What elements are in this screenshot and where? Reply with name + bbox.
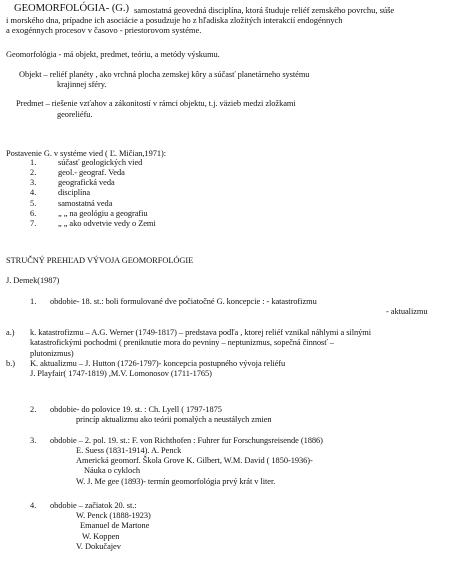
list-item-number: 2. [30,168,37,177]
list-item-number: 7. [30,219,37,228]
period-2-number: 2. [30,405,37,414]
intro-line-1: samostatná geovedná disciplína, ktorá študuje reliéf zemského povrchu, súše [134,5,395,15]
intro-line-3: a exogénnych procesov v časovo - priestorovom systéme. [6,25,202,35]
definition-line: Geomorfológia - má objekt, predmet, teóriu, a metódy výskumu. [6,50,220,59]
history-heading: STRUČNÝ PREHĽAD VÝVOJA GEOMORFOLÓGIE [6,256,194,265]
period-3-line-4: Náuka o cykloch [84,466,140,475]
point-b-line-1: K. aktualizmu – J. Hutton (1726-1797)- koncepcia postupného vývoja reliéfu [30,359,286,368]
list-item-number: 4. [30,188,37,197]
period-2-line-1: obdobie- do polovice 19. st. : Ch. Lyell ( 1797-1875 [50,405,222,414]
point-a-line-3: plutonizmus) [30,349,74,358]
document-title: GEOMORFOLÓGIA- (G.) [14,3,129,14]
list-item: geografická veda [58,178,115,187]
list-item: geol.- geograf. Veda [58,168,125,177]
list-item: súčasť geologických vied [58,158,143,167]
period-1-number: 1. [30,297,37,306]
objekt-line-2: krajinnej sféry. [57,80,107,89]
list-item: „ „ ako odvetvie vedy o Zemi [58,219,156,228]
point-a-line-2: katastrofickými pochodmi ( preniknutie mora do pevniny – neptunizmus, sopečná činnosť – [30,338,334,347]
point-a-line-1: k. katastrofizmu – A.G. Werner (1749-1817) – predstava podľa , ktorej reliéf vznikal náhlymi a silnými [30,328,371,337]
period-4-line-1: obdobie – začiatok 20. st.: [50,501,137,510]
period-4-name: V. Dokučajev [76,542,121,551]
list-item-number: 5. [30,199,37,208]
period-3-number: 3. [30,436,37,445]
period-3-line-3: Americká geomorf. Škola Grove K. Gilbert, W.M. David ( 1850-1936)- [76,456,313,465]
position-heading: Postavenie G. v systéme vied ( Ľ. Mičian,1971): [6,149,167,158]
period-4-name: W. Penck (1888-1923) [76,511,151,520]
period-4-name: Emanuel de Martone [80,521,150,530]
list-item-number: 3. [30,178,37,187]
period-1-line-2: - aktualizmu [386,307,428,316]
period-3-line-5: W. J. Me gee (1893)- termín geomorfológia prvý krát v liter. [76,477,276,486]
period-3-line-2: E. Suess (1831-1914). A. Penck [76,446,182,455]
history-source: J. Demek(1987) [6,276,60,285]
point-b-number: b.) [6,359,16,368]
period-4-name: W. Koppen [82,532,120,541]
intro-line-2: i morského dna, prípadne ich asociácie a posudzuje ho z hľadiska zložitých interakcií endogénnych [6,15,343,25]
period-1-line-1: obdobie- 18. st.: boli formulované dve počiatočné G. koncepcie : - katastrofizmu [50,297,317,306]
list-item: samostatná veda [58,199,113,208]
objekt-line-1: Objekt – reliéf planéty , ako vrchná plocha zemskej kôry a súčasť planetárneho systému [19,70,310,79]
period-4-number: 4. [30,501,37,510]
list-item-number: 6. [30,209,37,218]
period-3-line-1: obdobie – 2. pol. 19. st.: F. von Richthofen : Fuhrer fur Forschungsreisende (1886) [50,436,323,445]
list-item: „ „ na geológiu a geografiu [58,209,148,218]
list-item: disciplína [58,188,91,197]
period-2-line-2: princíp aktualizmu ako teórii pomalých a neustálych zmien [76,415,272,424]
point-b-line-2: J. Playfair( 1747-1819) ,M.V. Lomonosov (1711-1765) [30,369,212,378]
predmet-line-1: Predmet – riešenie vzťahov a zákonitostí v rámci objektu, t.j. väzieb medzi zložkami [16,99,296,108]
list-item-number: 1. [30,158,37,167]
point-a-number: a.) [6,328,15,337]
predmet-line-2: georeliéfu. [57,110,93,119]
